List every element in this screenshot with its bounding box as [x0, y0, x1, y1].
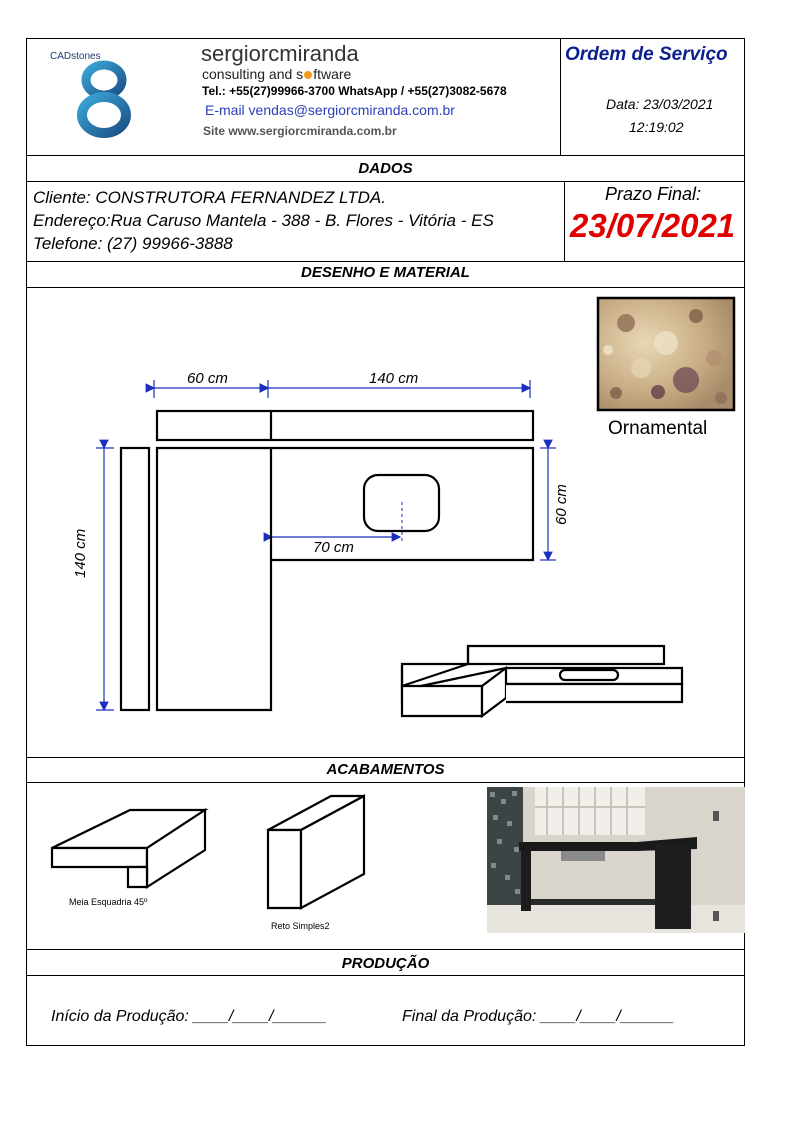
section-title-desenho: DESENHO E MATERIAL: [301, 264, 470, 281]
section-title-dados: DADOS: [358, 160, 413, 177]
deadline-label: Prazo Final:: [605, 184, 702, 204]
isometric-view: [402, 646, 682, 716]
finish-reto-simples-icon: [258, 790, 378, 920]
backsplash-top: [157, 411, 533, 440]
divider: [26, 155, 745, 156]
logo-brand: CADstones: [50, 51, 101, 62]
backsplash-left: [121, 448, 149, 710]
countertop-plan: [157, 448, 533, 710]
divider: [26, 757, 745, 758]
countertop-drawing: [26, 288, 745, 757]
order-title: Ordem de Serviço: [565, 44, 728, 65]
deadline-date: 23/07/2021: [570, 207, 736, 244]
section-title-producao: PRODUÇÃO: [341, 955, 430, 972]
production-start-field[interactable]: Início da Produção: ____/____/______: [51, 1008, 327, 1025]
divider: [26, 782, 745, 783]
finish-label-2: Reto Simples2: [271, 921, 330, 931]
material-name: Ornamental: [608, 418, 708, 439]
company-site[interactable]: Site www.sergiorcmiranda.com.br: [203, 124, 397, 138]
client-name: Cliente: CONSTRUTORA FERNANDEZ LTDA.: [33, 188, 386, 207]
order-date: Data: 23/03/2021: [606, 96, 714, 112]
dim-sink: 70 cm: [313, 539, 354, 556]
dim-right: 60 cm: [553, 484, 570, 525]
divider: [560, 38, 561, 155]
dim-top-left: 60 cm: [187, 370, 228, 387]
finish-meia-esquadria-icon: [40, 795, 220, 895]
divider: [26, 181, 745, 182]
client-address: Endereço:Rua Caruso Mantela - 388 - B. Flores - Vitória - ES: [33, 211, 494, 230]
divider: [26, 975, 745, 976]
o-icon: [304, 71, 312, 79]
production-end-field[interactable]: Final da Produção: ____/____/______: [402, 1008, 675, 1025]
company-tagline: consulting and s ftware: [202, 66, 352, 82]
logo: [44, 48, 134, 138]
company-phone: Tel.: +55(27)99966-3700 WhatsApp / +55(27)3082-5678: [202, 84, 507, 98]
company-name: sergiorcmiranda: [201, 41, 359, 66]
granite-sample: [598, 298, 734, 410]
section-title-acabamentos: ACABAMENTOS: [326, 761, 445, 778]
installed-photo: [487, 787, 745, 933]
dim-top-right: 140 cm: [369, 370, 419, 387]
logo-mark-icon: [74, 60, 134, 140]
client-phone: Telefone: (27) 99966-3888: [33, 234, 233, 253]
dim-left: 140 cm: [72, 528, 89, 578]
finish-label-1: Meia Esquadria 45º: [69, 897, 148, 907]
company-email[interactable]: E-mail vendas@sergiorcmiranda.com.br: [205, 102, 455, 118]
divider: [564, 181, 565, 261]
divider: [26, 949, 745, 950]
divider: [26, 261, 745, 262]
order-time: 12:19:02: [629, 119, 684, 135]
